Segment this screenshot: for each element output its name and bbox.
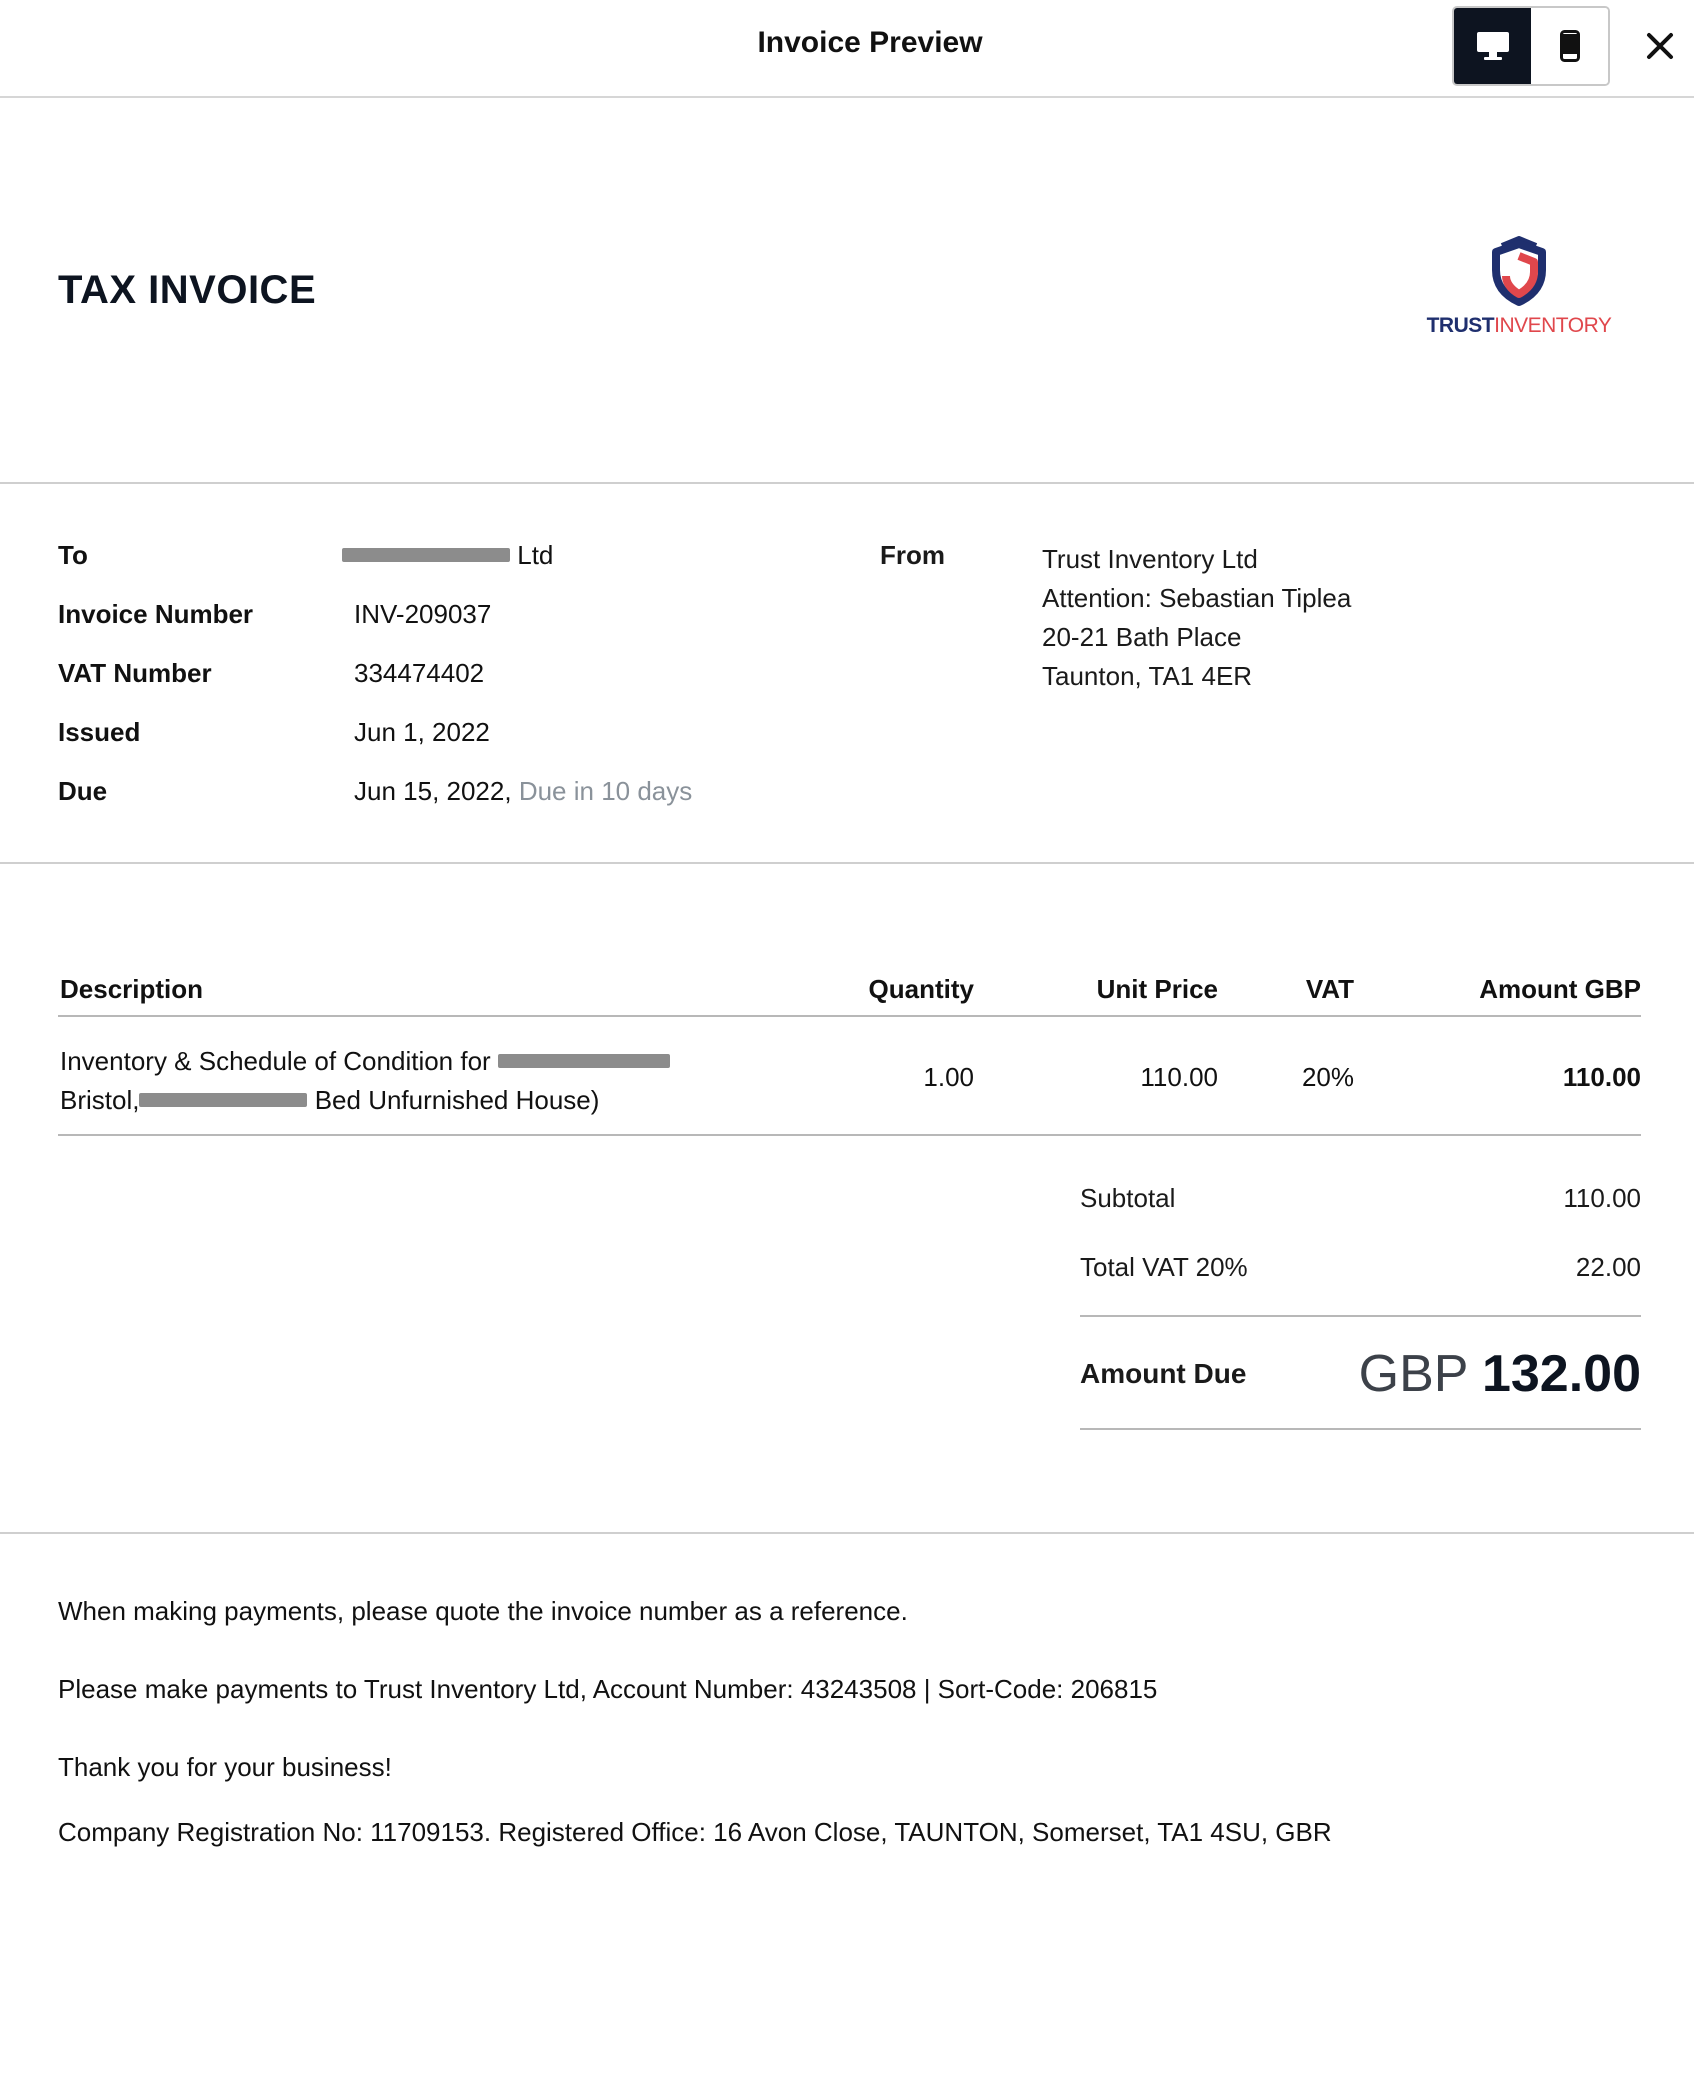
preview-title: Invoice Preview <box>757 26 983 59</box>
total-vat-label: Total VAT 20% <box>1080 1252 1248 1282</box>
invoice-number-label: Invoice Number <box>58 599 254 629</box>
company-logo <box>1424 236 1614 346</box>
table-row-quantity: 1.00 <box>923 1062 974 1092</box>
col-unit-price: Unit Price <box>1096 974 1218 1004</box>
col-amount: Amount GBP <box>1479 974 1641 1004</box>
from-label: From <box>880 540 945 570</box>
preview-header <box>0 0 1694 98</box>
to-value: Ltd <box>342 540 553 571</box>
issued-label: Issued <box>58 717 141 747</box>
amount-due-rule <box>1080 1428 1641 1430</box>
subtotal-label: Subtotal <box>1080 1183 1176 1213</box>
shield-icon <box>1484 236 1554 308</box>
amount-due-label: Amount Due <box>1080 1358 1247 1389</box>
table-row-vat: 20% <box>1301 1062 1354 1092</box>
subtotal-value: 110.00 <box>1563 1183 1641 1213</box>
desktop-view-button[interactable] <box>1454 8 1531 84</box>
due-value: Jun 15, 2022, Due in 10 days <box>354 776 693 806</box>
table-row-description: Inventory & Schedule of Condition for Bristol, Bed Unfurnished House) <box>60 1042 670 1120</box>
redacted-text <box>342 548 510 562</box>
close-button[interactable] <box>1640 26 1680 66</box>
logo-text: TRUSTINVENTORY <box>1426 314 1612 337</box>
document-title: TAX INVOICE <box>58 268 317 312</box>
totals-rule <box>1080 1315 1641 1317</box>
amount-due-value: GBP 132.00 <box>1358 1345 1641 1403</box>
thank-you-note: Thank you for your business! <box>58 1752 392 1782</box>
table-header-rule <box>58 1015 1641 1017</box>
mobile-view-button[interactable] <box>1531 8 1608 84</box>
due-note: Due in 10 days <box>518 776 693 806</box>
close-icon <box>1646 32 1674 60</box>
col-description: Description <box>60 974 204 1004</box>
issued-value: Jun 1, 2022 <box>354 717 490 747</box>
redacted-text <box>139 1093 307 1107</box>
desktop-icon <box>1476 31 1510 61</box>
from-address: Trust Inventory Ltd Attention: Sebastian Tiplea 20-21 Bath Place Taunton, TA1 4ER <box>1042 544 1352 691</box>
total-vat-value: 22.00 <box>1575 1252 1641 1282</box>
table-bottom-rule <box>58 1134 1641 1136</box>
invoice-number-value: INV-209037 <box>354 599 492 629</box>
divider <box>0 862 1694 864</box>
table-row-unit-price: 110.00 <box>1140 1062 1218 1092</box>
view-toggle <box>1452 6 1610 86</box>
col-vat: VAT <box>1305 974 1354 1004</box>
divider <box>0 482 1694 484</box>
due-label: Due <box>58 776 108 806</box>
company-registration-note: Company Registration No: 11709153. Registered Office: 16 Avon Close, TAUNTON, Somerset, TA1 4SU, GBR <box>58 1817 1332 1847</box>
payment-reference-note: When making payments, please quote the invoice number as a reference. <box>58 1596 908 1626</box>
vat-number-label: VAT Number <box>58 658 212 688</box>
mobile-icon <box>1560 30 1580 62</box>
to-label: To <box>58 540 88 570</box>
col-quantity: Quantity <box>868 974 974 1004</box>
payment-details-note: Please make payments to Trust Inventory Ltd, Account Number: 43243508 | Sort-Code: 206815 <box>58 1674 1158 1704</box>
vat-number-value: 334474402 <box>354 658 485 688</box>
table-row-amount: 110.00 <box>1562 1062 1641 1092</box>
divider <box>0 1532 1694 1534</box>
redacted-text <box>498 1054 670 1068</box>
